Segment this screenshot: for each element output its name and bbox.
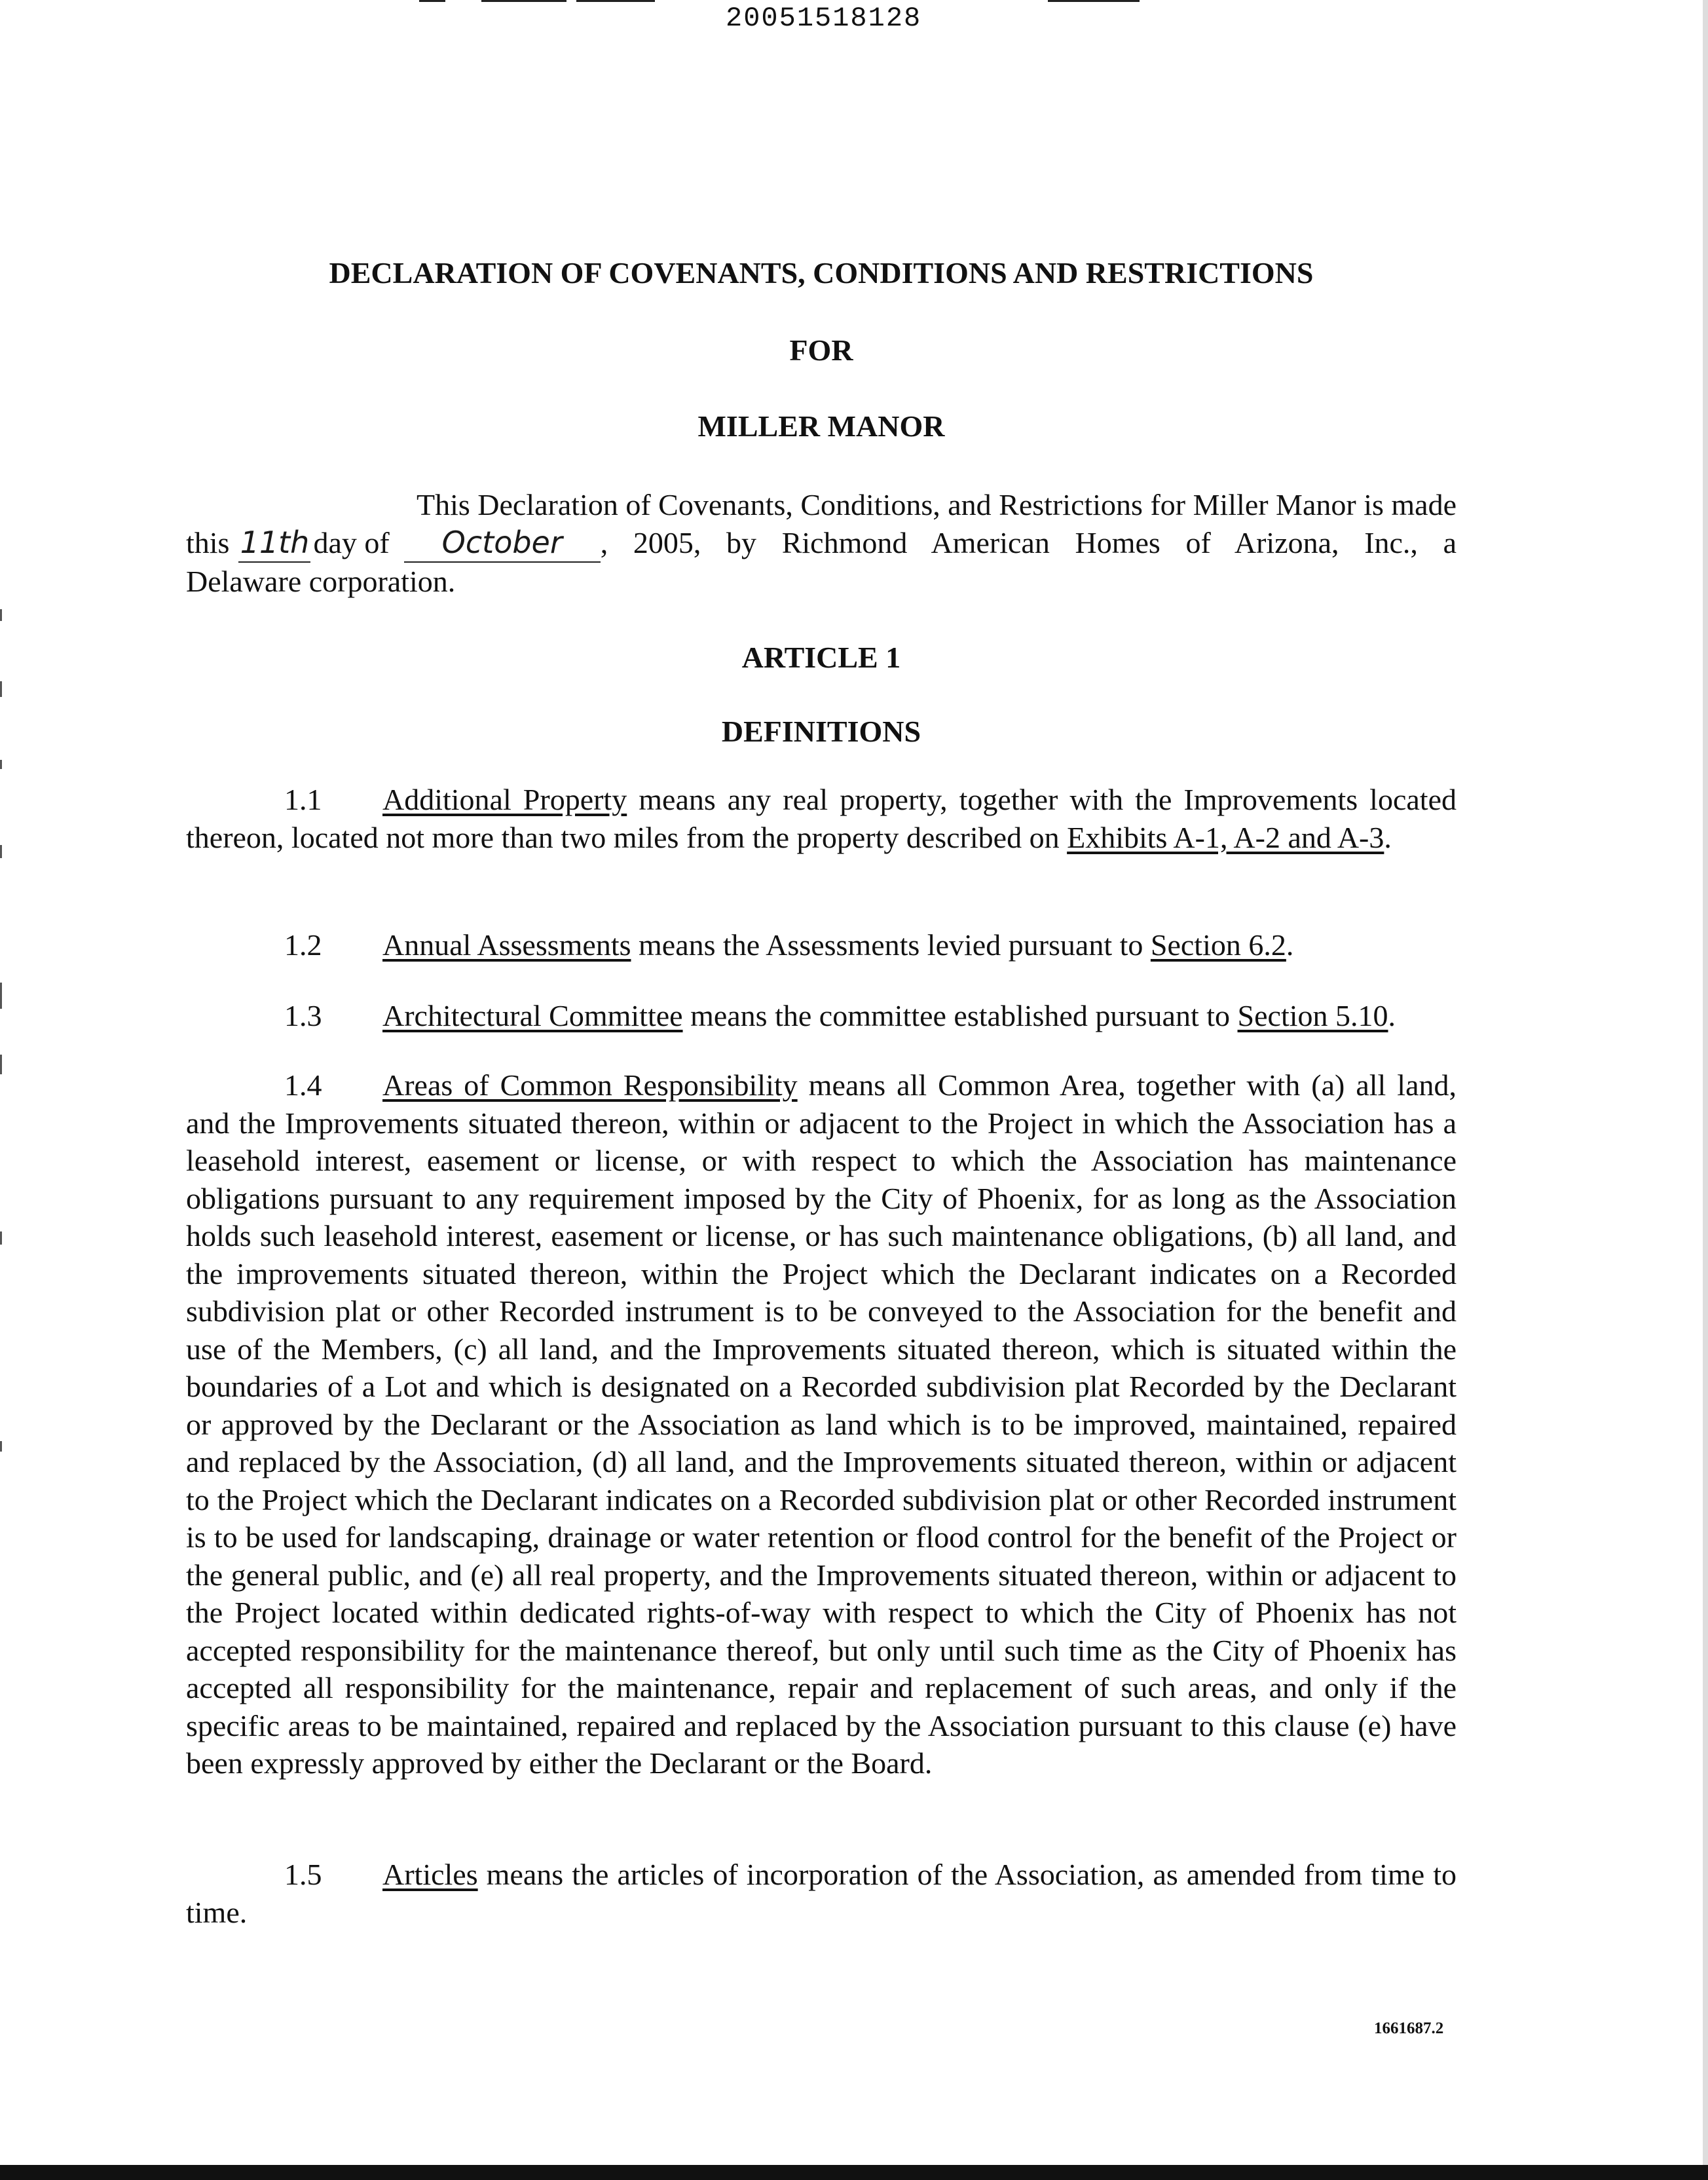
definition-1-3: 1.3 Architectural Committee means the committee established pursuant to Section 5.10. — [186, 997, 1457, 1035]
definition-number: 1.2 — [284, 928, 322, 962]
definition-1-1: 1.1 Additional Property means any real property, together with the Improvements located thereon, located not more than two miles from the property described on Exhibits A-1, A-2 and A-3. — [186, 781, 1457, 856]
intro-line-3: Delaware corporation. — [186, 565, 456, 598]
definition-number: 1.1 — [284, 783, 322, 816]
recording-number: 20051518128 — [726, 3, 922, 34]
intro-line-2: this 11th day of October , 2005, by Richmond American Homes of Arizona, Inc., a — [186, 524, 1457, 563]
handwritten-day: 11th — [238, 524, 310, 563]
project-name: MILLER MANOR — [697, 409, 945, 443]
definition-number: 1.3 — [284, 999, 322, 1032]
document-id: 1661687.2 — [1374, 2020, 1444, 2037]
document-title: DECLARATION OF COVENANTS, CONDITIONS AND RESTRICTIONS — [329, 256, 1314, 290]
definition-reference: Exhibits A-1, A-2 and A-3 — [1067, 820, 1384, 854]
title-for: FOR — [789, 333, 853, 367]
scan-bottom-bar — [0, 2165, 1708, 2180]
article-number: ARTICLE 1 — [741, 641, 901, 674]
definition-number: 1.4 — [284, 1068, 322, 1102]
definition-term: Articles — [382, 1858, 478, 1891]
scan-right-edge — [1703, 0, 1708, 2180]
definition-term: Additional Property — [382, 783, 627, 816]
definition-1-5: 1.5 Articles means the articles of incorporation of the Association, as amended from time to time. — [186, 1856, 1457, 1931]
definition-term: Areas of Common Responsibility — [382, 1068, 798, 1102]
definition-reference: Section 6.2 — [1150, 928, 1286, 962]
definition-term: Annual Assessments — [382, 928, 631, 962]
intro-paragraph — [186, 486, 1457, 601]
definition-number: 1.5 — [284, 1858, 322, 1891]
definition-term: Architectural Committee — [382, 999, 683, 1032]
definition-1-4: 1.4 Areas of Common Responsibility means all Common Area, together with (a) all land, and the Improvements situated thereon, within or adjacent to the Project in which the Association has a leasehold interest, easement or license, or with respect to which the Association has maintenance obligations pursuant to any requirement imposed by the City of Phoenix, for as long as the Association holds such leasehold interest, easement or license, or has such maintenance obligations, (b) all land, and the improvements situated thereon, within the Project which the Declarant indicates on a Recorded subdivision plat or other Recorded instrument is to be conveyed to the Association for the benefit and use of the Members, (c) all land, and the Improvements situated thereon, which is situated within the boundaries of a Lot and which is designated on a Recorded subdivision plat Recorded by the Declarant or approved by the Declarant or the Association as land which is to be improved, maintained, repaired and replaced by the Association, (d) all land, and the Improvements situated thereon, within or adjacent to the Project which the Declarant indicates on a Recorded subdivision plat or other Recorded instrument is to be used for landscaping, drainage or water retention or flood control for the benefit of the Project or the general public, and (e) all real property, and the Improvements situated thereon, within or adjacent to the Project located within dedicated rights-of-way with respect to which the City of Phoenix has not accepted responsibility for the maintenance thereof, but only until such time as the City of Phoenix has accepted all responsibility for the maintenance, repair and replacement of such areas, and only if the specific areas to be maintained, repaired and replaced by the Association pursuant to this clause (e) have been expressly approved by either the Declarant or the Board. — [186, 1066, 1457, 1782]
intro-line-1: This Declaration of Covenants, Conditions, and Restrictions for Miller Manor is made — [417, 488, 1457, 521]
handwritten-month: October — [404, 524, 601, 563]
definition-reference: Section 5.10 — [1237, 999, 1388, 1032]
article-title: DEFINITIONS — [721, 715, 921, 748]
definition-1-2: 1.2 Annual Assessments means the Assessments levied pursuant to Section 6.2. — [186, 926, 1457, 964]
